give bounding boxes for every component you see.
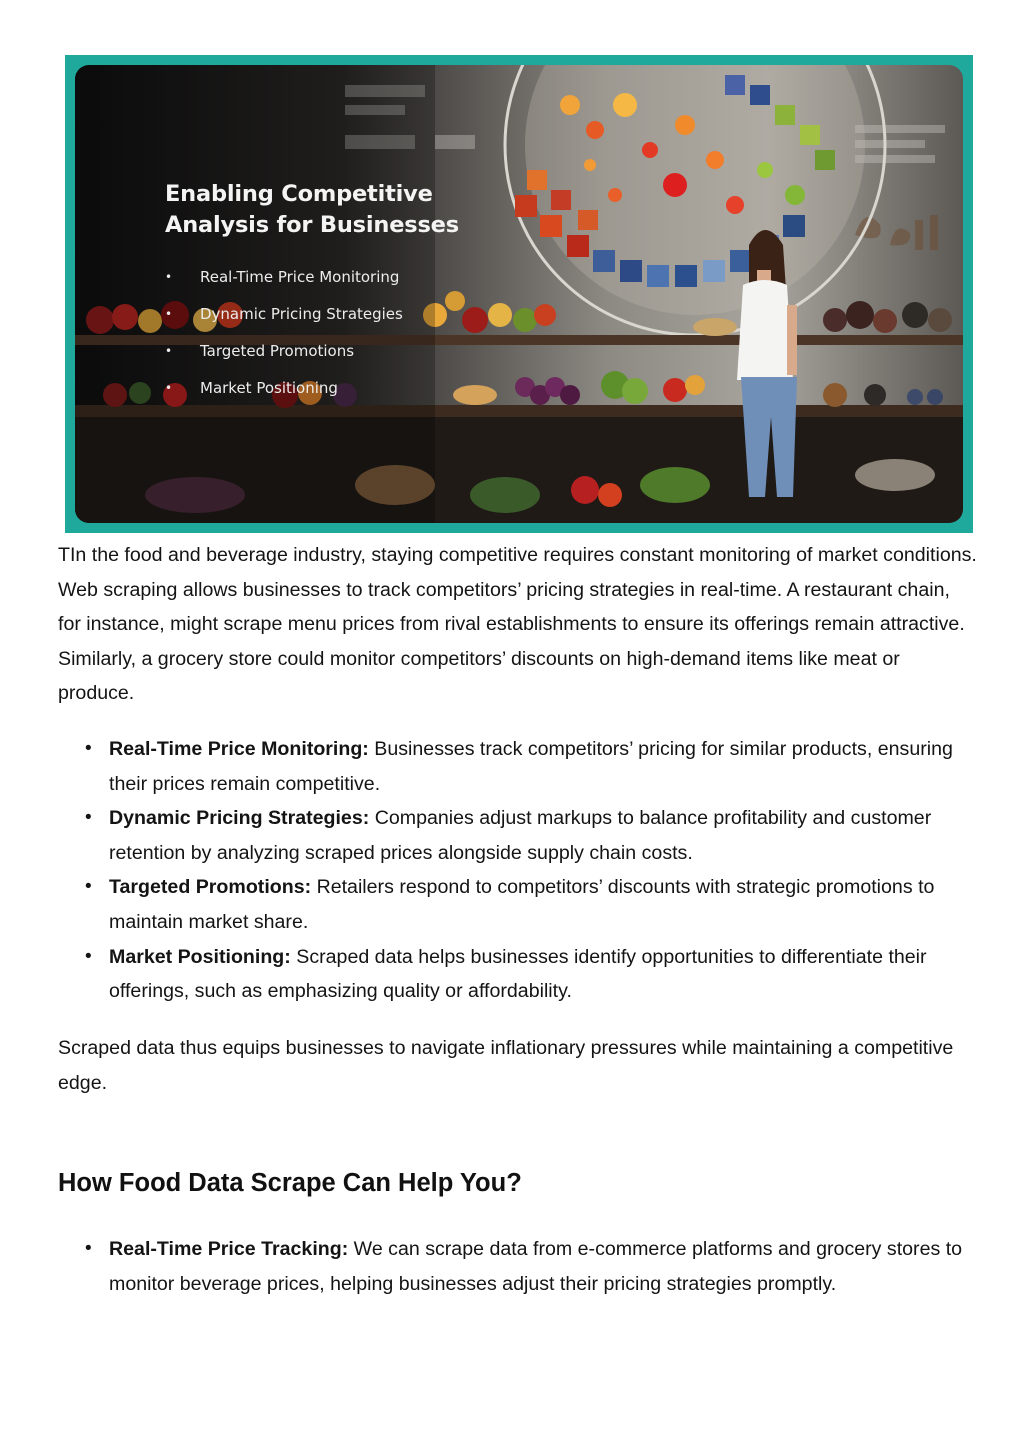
point-text: Businesses track competitors’ pricing for similar products, ensuring their prices remain competitive. [109,738,953,795]
list-item [58,870,978,939]
bullet-icon: • [165,344,173,358]
list-item [58,1232,978,1301]
banner-list-item: • Dynamic Pricing Strategies [165,300,403,337]
point-text: Scraped data helps businesses identify opportunities to differentiate their offerings, such as emphasizing quality or affordability. [109,945,927,1003]
bullet-icon: • [85,1238,92,1259]
bullet-icon: • [85,876,92,898]
point-text: Companies adjust markups to balance profitability and customer retention by analyzing scraped prices alongside supply chain costs. [109,807,932,864]
list-item [58,940,978,1009]
bullet-icon: • [165,381,173,395]
point-term: Dynamic Pricing Strategies: [109,807,370,830]
banner-list-item: • Real-Time Price Monitoring [165,263,403,300]
hero-banner [65,55,973,533]
bullet-icon: • [165,270,173,284]
banner-list-item: • Targeted Promotions [165,337,403,374]
point-text: We can scrape data from e-commerce platforms and grocery stores to monitor beverage prices, helping businesses adjust their pricing strategies promptly. [109,1238,963,1295]
bullet-icon: • [165,307,173,321]
point-text: Retailers respond to competitors’ discounts with strategic promotions to maintain market share. [109,876,935,933]
banner-list-item: • Market Positioning [165,374,403,411]
point-term: Real-Time Price Tracking: [109,1238,349,1260]
banner-title [165,179,459,241]
summary-paragraph: Scraped data thus equips businesses to navigate inflationary pressures while maintaining a competitive edge. [58,1037,954,1094]
section-heading: How Food Data Scrape Can Help You? [58,1169,522,1197]
bullet-icon: • [85,807,92,829]
list-item [58,732,978,801]
bullet-icon: • [85,738,92,759]
point-term: Market Positioning: [109,945,291,968]
competitive-points-list [58,732,978,1009]
banner-list [165,263,403,411]
hero-image [75,65,963,523]
bullet-icon: • [85,945,92,967]
banner-title-line1: Enabling Competitive [165,181,433,207]
intro-paragraph: TIn the food and beverage industry, staying competitive requires constant monitoring of market conditions. Web scraping allows businesses to track competitors’ pricing strategies in real-time. A restaurant chain, for instance, might scrape menu prices from rival establishments to ensure its offerings remain attractive. Similarly, a grocery store could monitor competitors’ discounts on high-demand items like meat or produce. [58,544,977,705]
list-item [58,801,978,870]
help-points-list [58,1232,978,1301]
banner-title-line2: Analysis for Businesses [165,212,459,238]
point-term: Real-Time Price Monitoring: [109,738,369,760]
point-term: Targeted Promotions: [109,876,312,899]
